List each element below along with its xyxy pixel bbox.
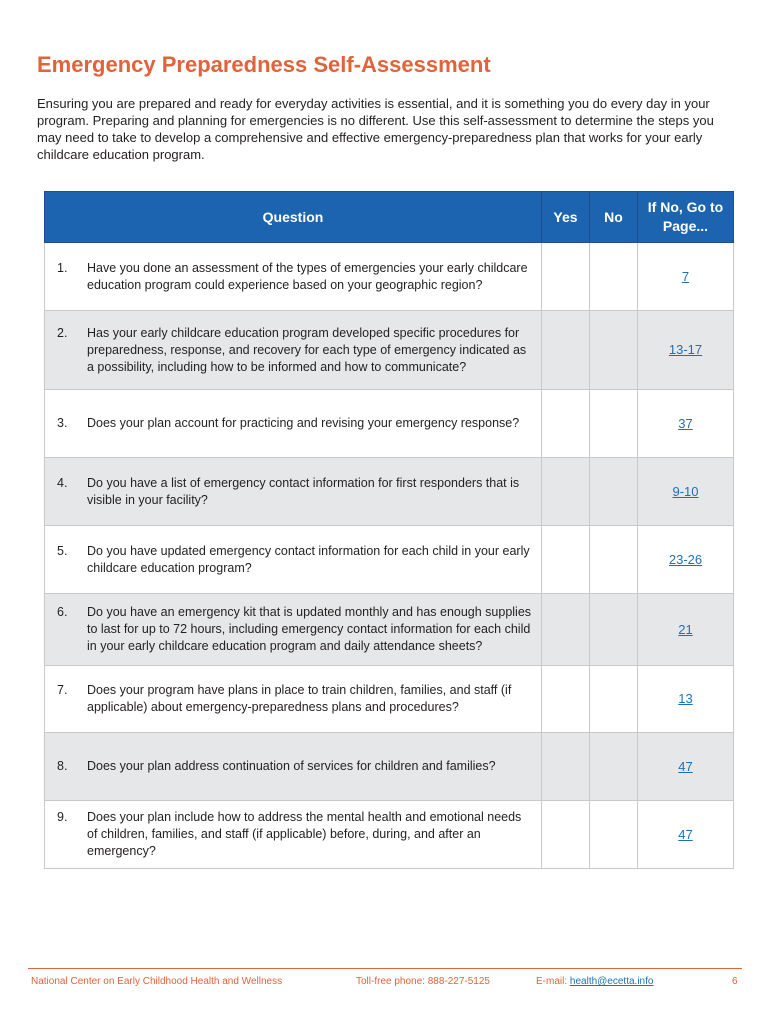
question-cell (45, 311, 542, 390)
yes-answer-cell[interactable] (542, 733, 590, 801)
yes-answer-cell[interactable] (542, 801, 590, 869)
yes-answer-cell[interactable] (542, 390, 590, 458)
page-link[interactable]: 9-10 (672, 483, 699, 499)
page-link[interactable]: 21 (678, 621, 693, 637)
page-reference-cell (638, 390, 734, 458)
question-cell (45, 243, 542, 311)
table-header-row (45, 192, 734, 243)
table-row (45, 801, 734, 869)
page-reference-cell (638, 311, 734, 390)
yes-answer-cell[interactable] (542, 666, 590, 733)
question-text: Does your plan account for practicing and revising your emergency response? (87, 416, 520, 430)
question-number: 4. (57, 475, 68, 490)
question-text: Has your early childcare education program developed specific procedures for preparedness, response, and recovery for each type of emergency indicated as a possibility, including how to be informed and how to communicate? (87, 325, 527, 374)
page-link[interactable]: 13-17 (668, 342, 703, 357)
question-number: 1. (57, 260, 68, 275)
table-row (45, 526, 734, 594)
question-number: 2. (57, 325, 68, 340)
question-cell (45, 390, 542, 458)
page-link[interactable]: 23-26 (668, 551, 703, 567)
question-number: 5. (57, 543, 68, 558)
header-yes: Yes (542, 192, 590, 243)
page-reference-cell (638, 594, 734, 666)
yes-answer-cell[interactable] (542, 594, 590, 666)
question-cell (45, 594, 542, 666)
page-link[interactable]: 47 (678, 758, 693, 774)
page-reference-cell (638, 666, 734, 733)
page-reference-cell (638, 801, 734, 869)
page-reference-cell (638, 458, 734, 526)
page-link[interactable]: 13 (678, 691, 693, 706)
question-number: 9. (57, 810, 68, 824)
table-row (45, 733, 734, 801)
question-text: Does your plan address continuation of services for children and families? (87, 759, 496, 773)
question-text: Do you have a list of emergency contact information for first responders that is visible in your facility? (87, 475, 520, 507)
yes-answer-cell[interactable] (542, 243, 590, 311)
footer-org: National Center on Early Childhood Health and Wellness (31, 976, 283, 987)
footer-email (536, 976, 653, 987)
question-number: 7. (57, 683, 68, 697)
yes-answer-cell[interactable] (542, 458, 590, 526)
footer-divider (28, 968, 742, 969)
question-number: 3. (57, 416, 68, 430)
table-row (45, 594, 734, 666)
footer-phone: Toll-free phone: 888-227-5125 (356, 976, 490, 987)
question-text: Do you have an emergency kit that is updated monthly and has enough supplies to last for up to 72 hours, including emergency contact information for each child in your early childcare education program and daily attendance sheets? (87, 605, 532, 653)
question-cell (45, 666, 542, 733)
page-link[interactable]: 47 (678, 826, 693, 842)
no-answer-cell[interactable] (590, 526, 638, 594)
header-question: Question (45, 192, 542, 243)
self-assessment-table (44, 191, 734, 869)
question-text: Do you have updated emergency contact information for each child in your early childcare education program? (87, 543, 530, 575)
no-answer-cell[interactable] (590, 733, 638, 801)
footer-email-link[interactable]: health@ecetta.info (569, 976, 654, 987)
no-answer-cell[interactable] (590, 390, 638, 458)
question-cell (45, 733, 542, 801)
footer-email-label: E-mail: (536, 976, 570, 987)
question-number: 6. (57, 605, 68, 619)
yes-answer-cell[interactable] (542, 526, 590, 594)
yes-answer-cell[interactable] (542, 311, 590, 390)
page-reference-cell (638, 733, 734, 801)
question-text: Does your plan include how to address the mental health and emotional needs of children, families, and staff (if applicable) before, during, and after an emergency? (87, 810, 522, 858)
intro-paragraph: Ensuring you are prepared and ready for everyday activities is essential, and it is something you do every day in your program. Preparing and planning for emergencies is no different. Use this self-assessment to determine the steps you may need to take to develop a comprehensive and effective emergency-preparedness plan that works for your early childcare education program. (37, 96, 714, 162)
footer-page-number: 6 (732, 976, 738, 987)
no-answer-cell[interactable] (590, 311, 638, 390)
header-no: No (590, 192, 638, 243)
question-cell (45, 526, 542, 594)
table-row (45, 243, 734, 311)
table-row (45, 666, 734, 733)
header-go-to-page: If No, Go to Page... (638, 192, 734, 243)
page-title: Emergency Preparedness Self-Assessment (37, 52, 491, 77)
page-link[interactable]: 37 (678, 415, 693, 431)
question-text: Does your program have plans in place to train children, families, and staff (if applicable) about emergency-preparedness plans and procedures? (87, 683, 512, 714)
no-answer-cell[interactable] (590, 243, 638, 311)
page-reference-cell (638, 243, 734, 311)
table-row (45, 311, 734, 390)
no-answer-cell[interactable] (590, 458, 638, 526)
no-answer-cell[interactable] (590, 801, 638, 869)
table-row (45, 458, 734, 526)
page-link[interactable]: 7 (681, 268, 690, 284)
question-cell (45, 801, 542, 869)
page-reference-cell (638, 526, 734, 594)
no-answer-cell[interactable] (590, 666, 638, 733)
question-cell (45, 458, 542, 526)
question-number: 8. (57, 759, 68, 773)
question-text: Have you done an assessment of the types of emergencies your early childcare education program could experience based on your geographic region? (87, 260, 528, 292)
no-answer-cell[interactable] (590, 594, 638, 666)
table-row (45, 390, 734, 458)
